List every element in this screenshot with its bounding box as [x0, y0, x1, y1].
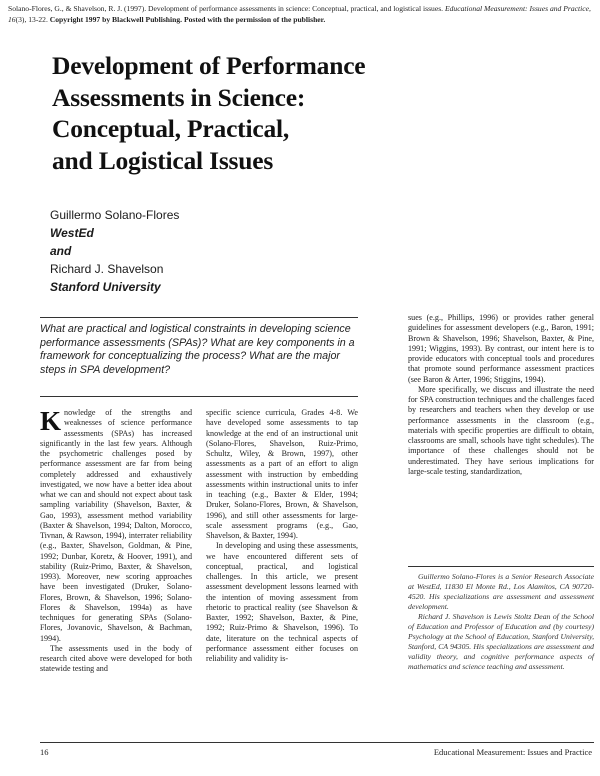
citation-journal: Educational Measurement: Issues and Practice, 16: [8, 4, 591, 24]
body-column-1: [40, 408, 192, 675]
title-line-4: and Logistical Issues: [52, 145, 274, 175]
body-paragraph-3: specific science curricula, Grades 4-8. We have developed some assessments to tap knowledge at the end of an instructional unit (Solano-Flores, Shavelson, Ruiz-Primo, Schultz, Wiley, & Brown, 1997), other assessments as a part of an effort to align assessment with instruction by embedding assessments within instructional units to infer in teaching (e.g., Baxter & Elder, 1994; Druker, Solano-Flores, Brown, & Shavelson, 1996), and still other assessments for large-scale assessment programs (e.g., Gao, Shavelson, & Baxter, 1994).: [206, 408, 358, 540]
citation-copyright: Copyright 1997 by Blackwell Publishing. Posted with the permission of the publisher.: [49, 14, 326, 24]
body-paragraph-2: The assessments used in the body of research cited above were developed for both statewide testing and: [40, 643, 192, 674]
body-paragraph-intro: [40, 408, 192, 644]
author-bio-1: Guillermo Solano-Flores is a Senior Research Associate at WestEd, 11830 El Monte Rd., Los Alamitos, CA 90720-4520. His specializations are assessment and assessment development.: [408, 572, 594, 611]
body-paragraph-6: More specifically, we discuss and illustrate the need for SPA construction techniques and the challenges faced by researchers and teachers when they develop or use performance assessments in the classroom (e.g., materials with specific properties are difficult to obtain, classrooms are small, schools have tight schedules). The importance of these challenges should not be underestimated. They have serious implications for large-scale testing, standardization,: [408, 384, 594, 476]
author-1-affiliation: WestEd: [50, 226, 94, 240]
footer-journal: Educational Measurement: Issues and Practice: [433, 747, 592, 757]
author-bio-2: Richard J. Shavelson is Lewis Stoltz Dean of the School of Education and Professor of Education and (by courtesy) Psychology at the School of Education, Stanford University, Stanford, CA 94305. His specializations are assessment and validity theory, and cognitive performance aspects of mathematics and science teaching and assessment.: [408, 612, 594, 671]
drop-cap: K: [40, 406, 62, 436]
article-title: [52, 50, 522, 176]
author-block: [50, 206, 350, 296]
author-bios: [408, 572, 594, 672]
author-conjunction: and: [50, 244, 72, 258]
body-column-3: [408, 313, 594, 477]
citation-header: [8, 4, 592, 25]
author-1-name: Guillermo Solano-Flores: [50, 208, 180, 222]
title-line-2: Assessments in Science:: [52, 82, 306, 112]
title-line-3: Conceptual, Practical,: [52, 114, 290, 143]
title-line-1: Development of Performance: [52, 51, 366, 80]
body-paragraph-4: In developing and using these assessments, we have encountered different sets of conceptual, practical, and logistical challenges. In this article, we present assessment development lessons learned with the intention of moving assessment from rhetoric to practical reality (see Shavelson & Baxter, 1992; Shavelson, Baxter, & Pine, 1992; Ruiz-Primo & Shavelson, 1996). To date, literature on the technical aspects of performance assessment either focuses on reliability and validity is-: [206, 541, 358, 663]
citation-authors: Solano-Flores, G., & Shavelson, R. J. (1997). Development of performance assessments in science: Conceptual, practical, and logistical issues.: [8, 4, 444, 13]
author-2-name: Richard J. Shavelson: [50, 262, 164, 276]
abstract: What are practical and logistical constraints in developing science performance assessments (SPAs)? What are key components in a framework for conceptualizing the process? What are the major steps in SPA development?: [40, 323, 355, 376]
citation-issue: (3), 13-22.: [15, 14, 48, 24]
abstract-top-rule: [40, 317, 358, 318]
page-number: 16: [40, 747, 49, 757]
author-2-affiliation: Stanford University: [50, 280, 161, 294]
footer-rule: [40, 742, 594, 743]
body-paragraph-1-text: nowledge of the strengths and weaknesses of science performance assessments (SPAs) has increased significantly in the last few years. Although the psychometric challenges posed by performance assessment are far from being completely addressed and exhaustively investigated, we now have a better idea about what we can and should not expect about task sampling variability (Shavelson, Baxter, & Gao, 1993), assessment method variability (Baxter & Shavelson, 1994; Dalton, Morocco, Tivnan, & Rawson, 1994), interrater reliability (e.g., Baxter, Shavelson, Goldman, & Pine, 1992; Dunbar, Koretz, & Hoover, 1991), and stability (Ruiz-Primo, Baxter, & Shavelson, 1993). Moreover, new scoring approaches have been investigated (Druker, Solano-Flores, Brown, & Shavelson, 1996; Solano-Flores & Shavelson, 1994a) as have techniques for generating SPAs (Solano-Flores, Jovanovic, Shavelson, & Bachman, 1994).: [40, 408, 192, 643]
abstract-bottom-rule: [40, 396, 358, 397]
bio-separator-rule: [408, 566, 594, 567]
body-column-2: [206, 408, 358, 664]
body-paragraph-5: sues (e.g., Phillips, 1996) or provides rather general guidelines for assessment developers (e.g., Baron, 1991; Brown & Shavelson, 1996; Shavelson, Baxter, & Pine, 1991; Wiggins, 1993). By contrast, our intent here is to provide educators with conceptual tools and procedures that promote sound performance assessment practices (see Baron & Arter, 1996; Stiggins, 1994).: [408, 313, 594, 384]
